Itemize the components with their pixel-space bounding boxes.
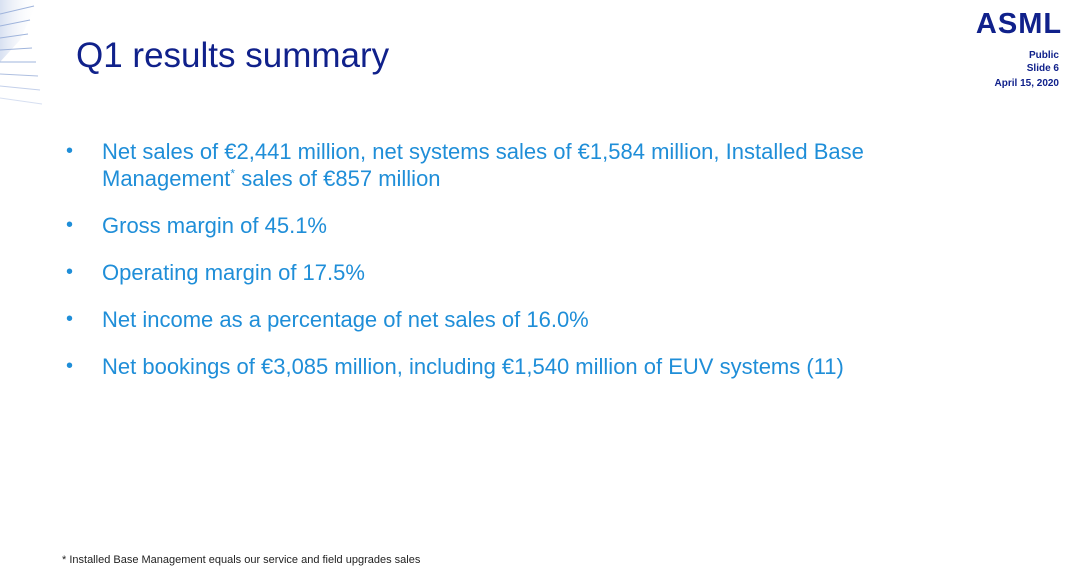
bullet-dot-icon: • bbox=[66, 261, 74, 283]
slide-date: April 15, 2020 bbox=[994, 78, 1059, 89]
bullet-item bbox=[66, 212, 966, 239]
bullet-text: Net sales of €2,441 million, net systems sales of €1,584 million, Installed Base Management bbox=[102, 139, 864, 191]
corner-lines-graphic bbox=[0, 0, 60, 110]
slide-title: Q1 results summary bbox=[76, 36, 390, 75]
bullet-item bbox=[66, 138, 966, 192]
bullet-dot-icon: • bbox=[66, 214, 74, 236]
bullet-text: Net income as a percentage of net sales of 16.0% bbox=[102, 307, 589, 332]
svg-text:ASML: ASML bbox=[975, 8, 1063, 40]
slide-meta bbox=[995, 50, 1059, 91]
footnote-marker: * bbox=[230, 166, 236, 181]
bullet-item bbox=[66, 259, 966, 286]
bullet-text: Operating margin of 17.5% bbox=[102, 260, 365, 285]
bullet-item bbox=[66, 306, 966, 333]
slide-number: Slide 6 bbox=[1026, 62, 1059, 74]
bullet-dot-icon: • bbox=[66, 140, 74, 162]
bullet-item bbox=[66, 353, 966, 380]
bullet-text: Gross margin of 45.1% bbox=[102, 213, 327, 238]
bullet-text-continued: sales of €857 million bbox=[235, 166, 441, 191]
bullet-dot-icon: • bbox=[66, 355, 74, 377]
footnote: * Installed Base Management equals our service and field upgrades sales bbox=[62, 554, 421, 566]
bullet-dot-icon: • bbox=[66, 308, 74, 330]
asml-logo bbox=[971, 4, 1067, 40]
bullet-text: Net bookings of €3,085 million, including €1,540 million of EUV systems (11) bbox=[102, 354, 844, 379]
bullet-list bbox=[66, 138, 966, 400]
classification-label: Public bbox=[1028, 50, 1059, 61]
